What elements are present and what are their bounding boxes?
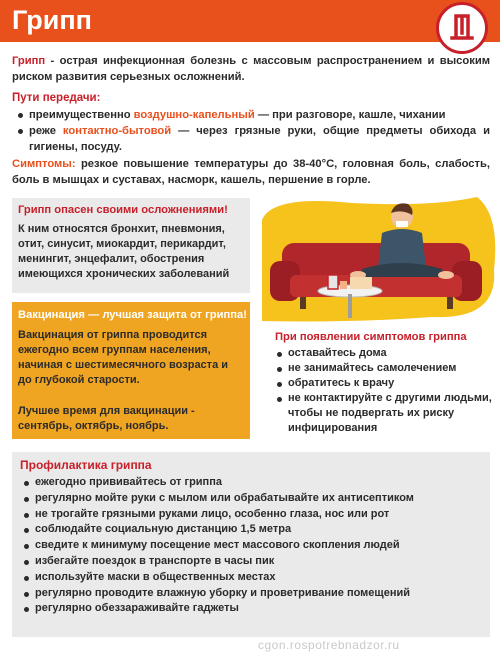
vaccination-box (12, 302, 250, 439)
highlight-text: воздушно-капельный (133, 109, 255, 121)
list-item (16, 107, 490, 123)
highlight-text: контактно-бытовой (62, 125, 172, 137)
header-bar (0, 0, 500, 42)
symptoms-label: Симптомы: (12, 158, 76, 170)
complications-text: К ним относятся бронхит, пневмония, отит, синусит, миокардит, перикардит, менингит, энцефалит, обострения имеющихся хронических заболеваний (18, 223, 230, 280)
list-item: сведите к минимуму посещение мест массового скопления людей (22, 538, 482, 554)
complications-title: Грипп опасен своими осложнениями! (18, 204, 228, 216)
footer-url: cgon.rospotrebnadzor.ru (258, 638, 400, 652)
rospotrebnadzor-logo-icon (436, 2, 488, 54)
list-item: оставайтесь дома (275, 346, 495, 361)
transmission-title: Пути передачи: (12, 92, 101, 104)
list-item: регулярно мойте руки с мылом или обрабатывайте их антисептиком (22, 491, 482, 507)
list-item: ежегодно прививайтесь от гриппа (22, 475, 482, 491)
vaccination-title: Вакцинация — лучшая защита от гриппа! (18, 309, 247, 321)
list-item: регулярно обеззараживайте гаджеты (22, 601, 482, 617)
list-item: не занимайтесь самолечением (275, 361, 495, 376)
vaccination-text: Вакцинация от гриппа проводится ежегодно всем группам населения, начиная с шестимесячного возраста и до глубокой старости. (18, 329, 228, 386)
list-item: соблюдайте социальную дистанцию 1,5 метра (22, 522, 482, 538)
complications-box (12, 198, 250, 293)
item-text: — при разговоре, кашле, чихании (254, 109, 446, 121)
intro-text: - острая инфекционная болезнь с массовым распространением и высоким риском развития серьезных осложнений. (12, 55, 490, 83)
list-item: регулярно проводите влажную уборку и проветривание помещений (22, 586, 482, 602)
transmission-list (16, 107, 490, 155)
prevention-list (22, 475, 482, 617)
sick-person-on-sofa-icon (262, 195, 500, 325)
symptoms-text: резкое повышение температуры до 38-40°С, головная боль, слабость, боль в мышцах и суставах, насморк, кашель, першение в горле. (12, 158, 490, 186)
actions-list (275, 346, 495, 436)
item-text: реже (29, 125, 63, 137)
list-item: избегайте поездок в транспорте в часы пик (22, 554, 482, 570)
list-item: используйте маски в общественных местах (22, 570, 482, 586)
list-item: не контактируйте с другими людьми, чтобы не подвергать их риску инфицирования (275, 391, 495, 436)
list-item: обратитесь к врачу (275, 376, 495, 391)
item-text: преимущественно (29, 109, 134, 121)
list-item (16, 123, 490, 155)
page-title: Грипп (12, 5, 92, 35)
prevention-title: Профилактика гриппа (20, 458, 152, 472)
intro-paragraph (12, 53, 490, 85)
prevention-box (12, 452, 490, 637)
symptoms-paragraph (12, 156, 490, 188)
item-text: — через грязные руки, общие предметы обихода и гигиены, посуду. (29, 125, 490, 153)
vaccination-best-time: Лучшее время для вакцинации - сентябрь, октябрь, ноябрь. (18, 405, 195, 432)
actions-title: При появлении симптомов гриппа (275, 331, 467, 343)
list-item: не трогайте грязными руками лицо, особенно глаза, нос или рот (22, 507, 482, 523)
intro-term: Грипп (12, 55, 46, 67)
